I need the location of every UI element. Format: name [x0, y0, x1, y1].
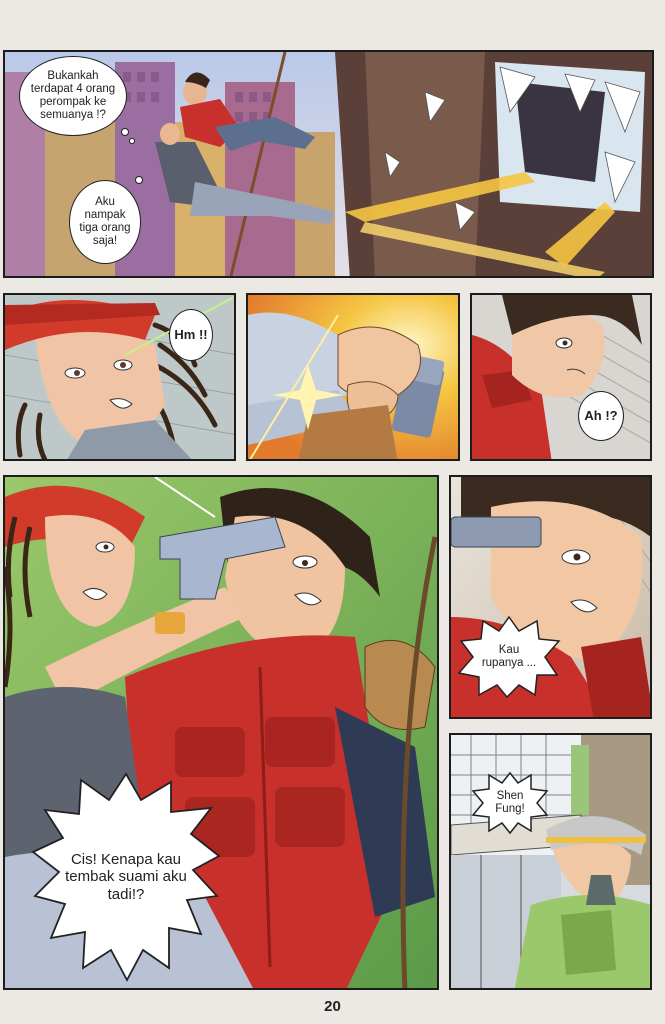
speech-text-shen-fung: Shen Fung! [495, 789, 525, 815]
panel-shen-fung [449, 733, 652, 990]
panel-gun-to-head [3, 475, 439, 990]
shout-text-cis: Cis! Kenapa kau tembak suami aku tadi!? [65, 851, 187, 903]
speech-text-hm: Hm !! [174, 326, 208, 342]
speech-bubble-ah [578, 391, 624, 441]
speech-text-kau-rupanya: Kau rupanya ... [481, 643, 537, 669]
speech-bubble-four-robbers [19, 56, 127, 136]
panel-hands-gun [246, 293, 460, 461]
panel-woman-closeup [3, 293, 236, 461]
bubble-tail [135, 176, 143, 184]
page-number: 20 [324, 998, 341, 1015]
speech-bubble-three-seen [69, 180, 141, 264]
panel-man-art [472, 295, 652, 461]
speech-text-ah: Ah !? [584, 407, 618, 423]
bubble-tail [129, 138, 135, 144]
panel-rooftop-rope [3, 50, 654, 278]
speech-bubble-hm [169, 309, 213, 361]
speech-text-four-robbers: Bukankah terdapat 4 orang perompak ke semuanya !? [30, 69, 116, 122]
speech-bubble-shen-fung [471, 771, 549, 835]
speech-text-three-seen: Aku nampak tiga orang saja! [79, 195, 131, 248]
panel-man-surprised [470, 293, 652, 461]
panel-man-gun-closeup [449, 475, 652, 719]
speech-bubble-kau-rupanya [457, 615, 561, 699]
bubble-tail [121, 128, 129, 136]
shout-bubble-cis [31, 772, 221, 982]
panel-hands-art [248, 295, 460, 461]
